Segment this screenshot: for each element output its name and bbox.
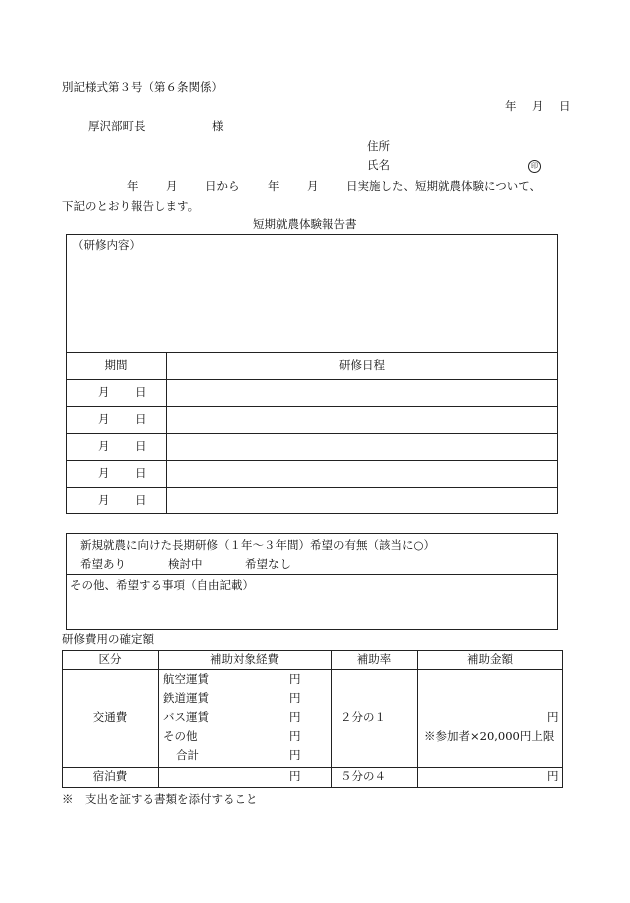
hope-option-yes: 希望あり [80,557,126,571]
hope-other-label: その他、希望する事項（自由記載） [70,578,254,592]
yen-unit: 円 [289,748,301,762]
divider [62,767,563,768]
cost-section-title: 研修費用の確定額 [62,632,154,646]
col-header-period: 期間 [104,358,128,372]
divider [66,352,558,353]
date-line: 年 月 日 [505,99,573,113]
address-label: 住所 [367,139,390,153]
lodging-rate: ５分の４ [340,769,386,783]
hope-question: 新規就農に向けた長期研修（１年～３年間）希望の有無（該当に○） [80,538,436,552]
yen-unit: 円 [289,729,301,743]
row-day: 日 [135,439,147,453]
yen-unit: 円 [289,672,301,686]
intro-day-2: 日実施した、短期就農体験について、 [346,179,542,193]
transport-note: ※参加者×20,000円上限 [424,729,555,743]
report-title: 短期就農体験報告書 [253,217,357,231]
footnote: ※ 支出を証する書類を添付すること [62,792,258,806]
seal-char: 印 [528,160,541,173]
addressee: 厚沢部町長 [88,119,146,133]
row-month: 月 [98,466,110,480]
divider [66,460,558,461]
transport-item-air: 航空運賃 [163,672,209,686]
intro-year-1: 年 [127,179,139,193]
name-label: 氏名 [367,158,390,172]
cost-header-amount: 補助金額 [467,652,513,666]
transport-item-total: 合計 [176,748,199,762]
cost-header-eligible: 補助対象経費 [210,652,279,666]
intro-day-1: 日から [205,179,240,193]
row-day: 日 [135,466,147,480]
yen-unit: 円 [289,769,301,783]
hope-option-considering: 検討中 [168,557,203,571]
divider [62,669,563,670]
row-month: 月 [98,385,110,399]
divider [331,650,332,788]
divider [66,487,558,488]
row-month: 月 [98,412,110,426]
row-day: 日 [135,412,147,426]
intro-line-2: 下記のとおり報告します。 [62,199,200,213]
transport-item-other: その他 [163,729,198,743]
intro-month-2: 月 [307,179,319,193]
cost-header-rate: 補助率 [356,652,392,666]
intro-month-1: 月 [166,179,178,193]
transport-item-rail: 鉄道運賃 [163,691,209,705]
divider [66,574,558,575]
lodging-amount-yen: 円 [547,769,559,783]
transport-label: 交通費 [92,710,128,724]
transport-item-bus: バス運賃 [163,710,209,724]
honorific: 様 [212,119,224,133]
form-label: 別記様式第３号（第６条関係） [62,80,223,94]
row-day: 日 [135,493,147,507]
training-content-label: （研修内容） [72,238,141,252]
divider [417,650,418,788]
hope-option-no: 希望なし [245,557,291,571]
transport-amount-yen: 円 [547,710,559,724]
intro-year-2: 年 [268,179,280,193]
yen-unit: 円 [289,710,301,724]
divider [66,406,558,407]
row-month: 月 [98,493,110,507]
lodging-label: 宿泊費 [92,769,128,783]
yen-unit: 円 [289,691,301,705]
cost-header-category: 区分 [98,652,122,666]
row-day: 日 [135,385,147,399]
row-month: 月 [98,439,110,453]
col-header-schedule: 研修日程 [339,358,385,372]
divider [66,379,558,380]
divider [66,433,558,434]
divider [158,650,159,788]
seal-mark [528,159,541,173]
transport-rate: ２分の１ [340,710,386,724]
